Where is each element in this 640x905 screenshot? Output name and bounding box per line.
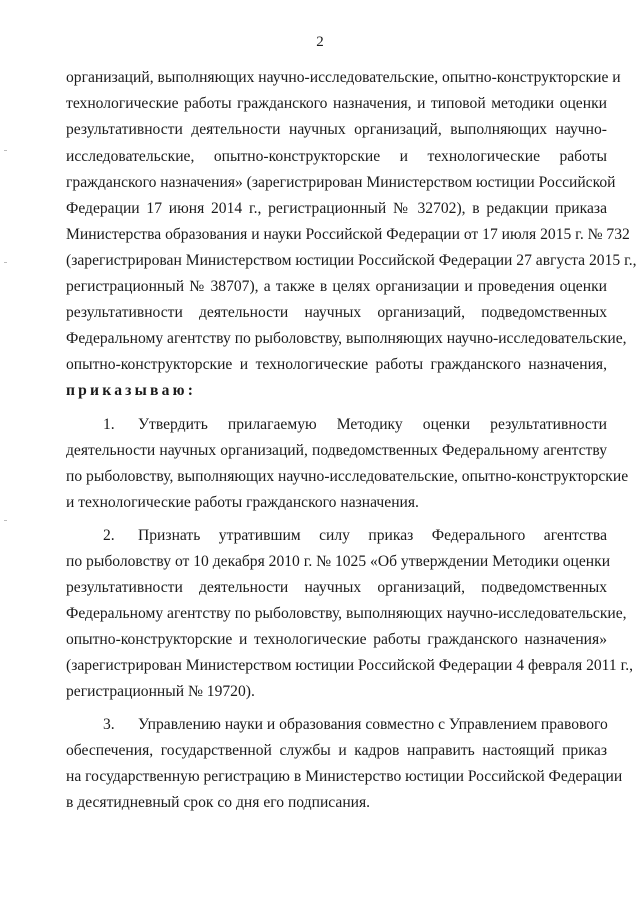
text-line: в десятидневный срок со дня его подписания. [66,794,371,811]
text-line: Федеральному агентству по рыболовству, выполняющих научно-исследовательские, [66,605,627,622]
text-line: Федеральному агентству по рыболовству, выполняющих научно-исследовательские, [66,330,627,347]
text-line: по рыболовству от 10 декабря 2010 г. № 1025 «Об утверждении Методики оценки [66,553,611,570]
order-word: приказываю: [66,382,197,399]
scan-artifact [4,262,7,263]
text-line: деятельности научных организаций, подведомственных Федеральному агентству [66,442,607,459]
text-line: регистрационный № 38707), а также в целях организации и проведения оценки [66,278,607,295]
text-line: гражданского назначения» (зарегистрирован Министерством юстиции Российской [66,174,616,191]
text-line: на государственную регистрацию в Министерство юстиции Российской Федерации [66,768,623,785]
page-number: 2 [316,34,324,50]
text-line: (зарегистрирован Министерством юстиции Российской Федерации 4 февраля 2011 г., [66,657,634,674]
text-line: по рыболовству, выполняющих научно-исследовательские, опытно-конструкторские [66,468,629,485]
text-line: обеспечения, государственной службы и кадров направить настоящий приказ [66,742,607,759]
text-line: технологические работы гражданского назначения, и типовой методики оценки [66,95,607,112]
text-line: опытно-конструкторские и технологические работы гражданского назначения, [66,356,607,373]
text-line: опытно-конструкторские и технологические работы гражданского назначения» [66,631,607,648]
text-line: результативности деятельности научных организаций, выполняющих научно- [66,121,607,138]
text-line: Управлению науки и образования совместно с Управлением правового [138,716,608,733]
item-number: 3. [103,716,115,733]
text-line: исследовательские, опытно-конструкторские и технологические работы [66,148,607,165]
text-line: организаций, выполняющих научно-исследовательские, опытно-конструкторские и [66,69,621,86]
item-number: 1. [103,416,115,433]
scan-artifact [4,150,7,151]
scan-artifact [4,520,7,521]
text-line: и технологические работы гражданского назначения. [66,494,419,511]
text-line: Министерства образования и науки Российской Федерации от 17 июля 2015 г. № 732 [66,226,630,243]
text-line: Признать утратившим силу приказ Федерального агентства [138,527,607,544]
text-line: регистрационный № 19720). [66,683,255,700]
item-number: 2. [103,527,115,544]
text-line: (зарегистрирован Министерством юстиции Российской Федерации 27 августа 2015 г., [66,252,637,269]
text-line: результативности деятельности научных организаций, подведомственных [66,579,607,596]
text-line: результативности деятельности научных организаций, подведомственных [66,304,607,321]
text-line: Федерации 17 июня 2014 г., регистрационный № 32702), в редакции приказа [66,200,607,217]
text-line: Утвердить прилагаемую Методику оценки результативности [138,416,607,433]
